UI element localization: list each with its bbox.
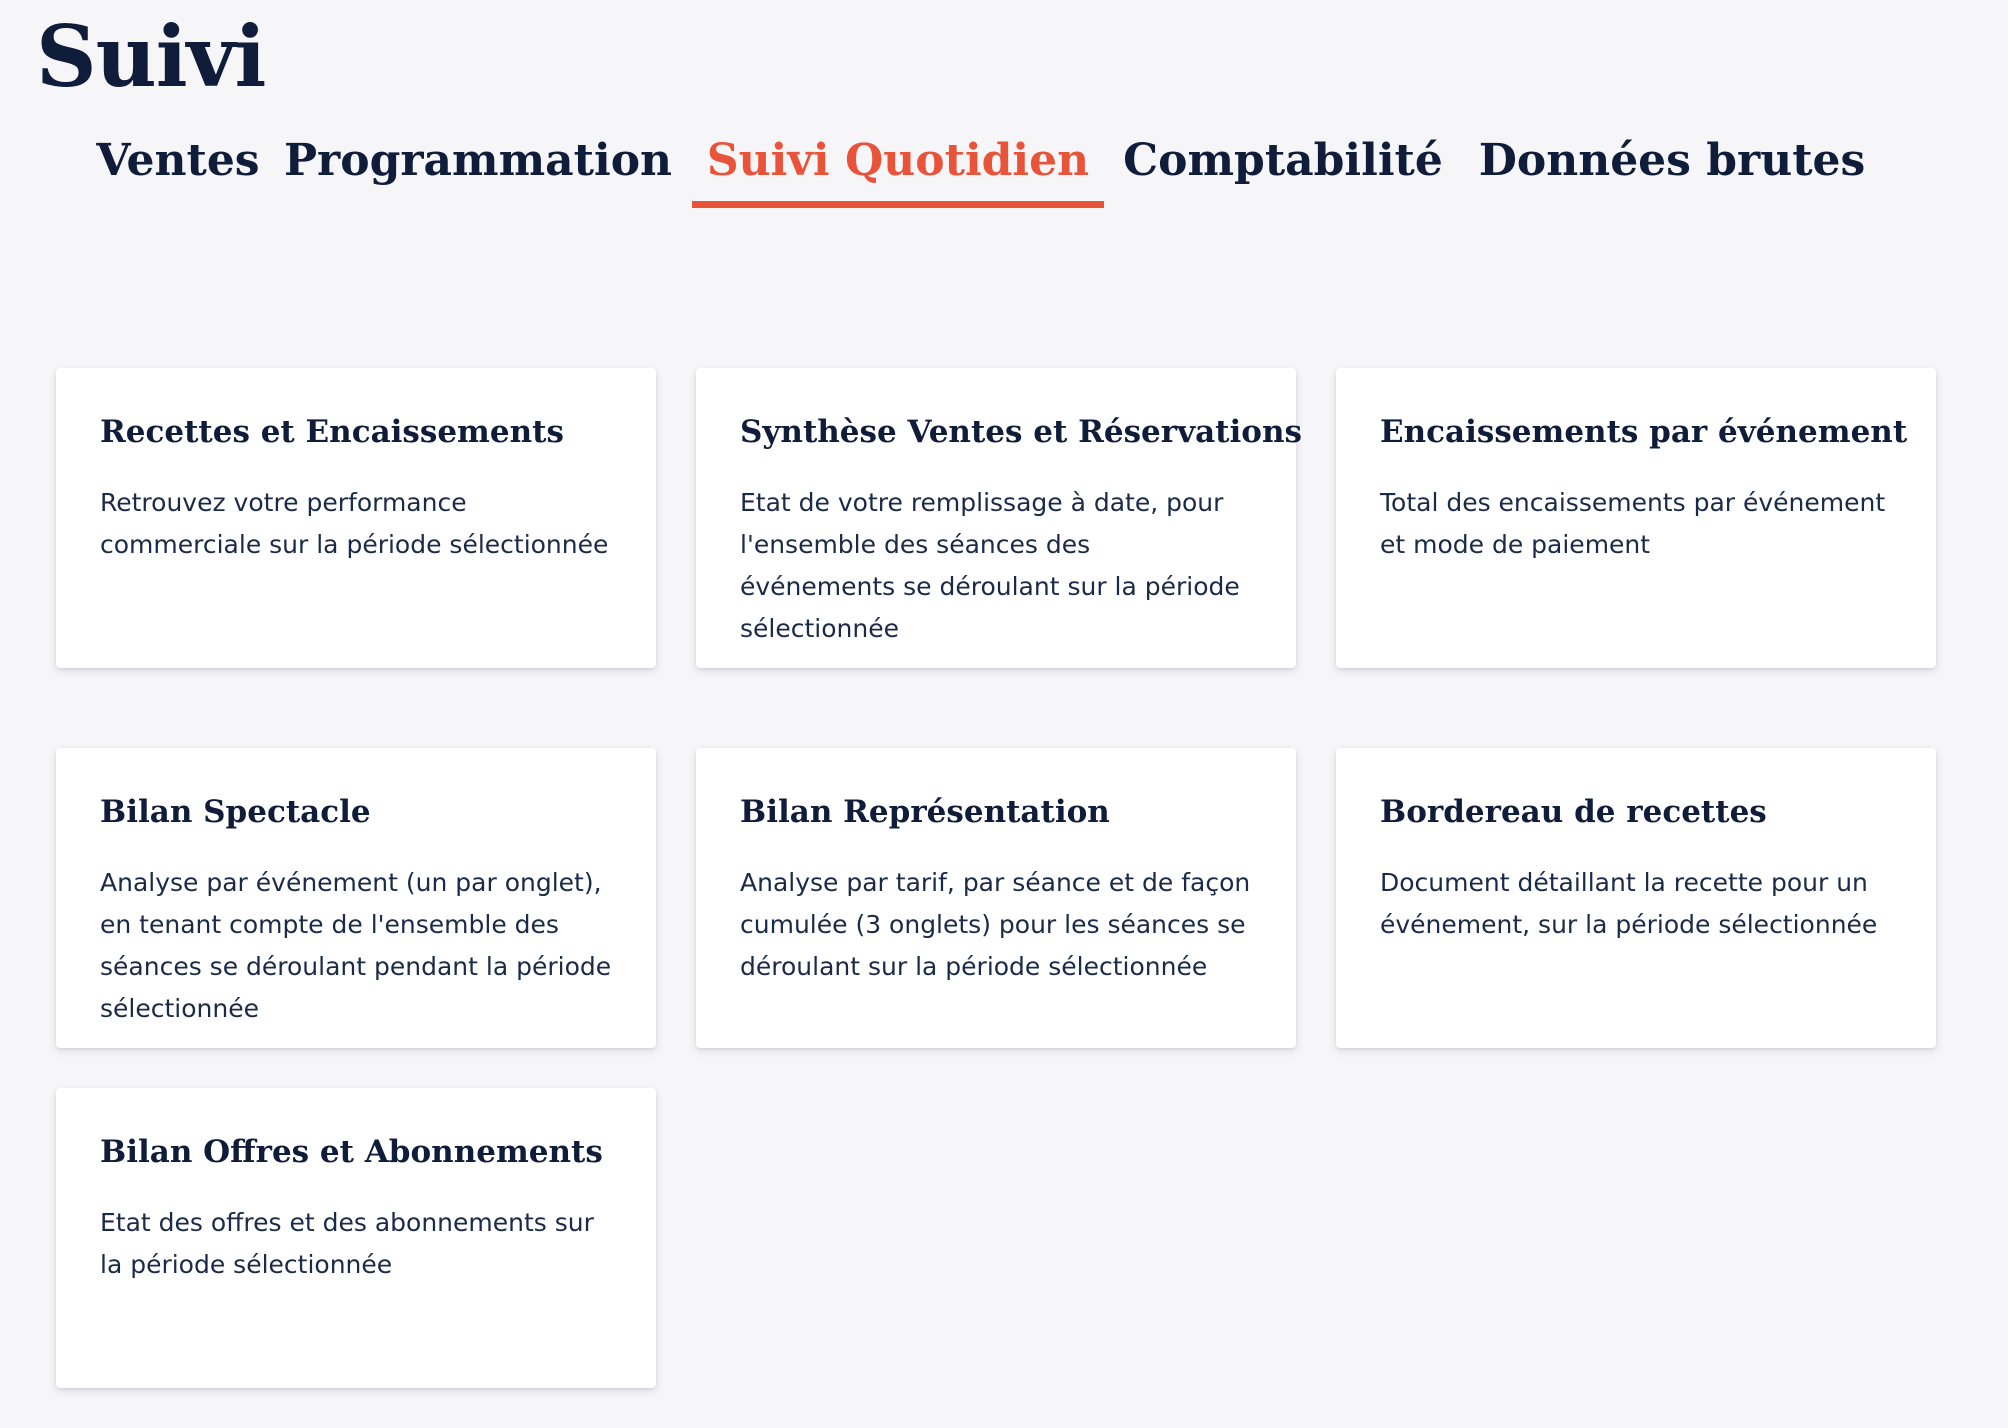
card-recettes-encaissements[interactable] <box>56 368 656 668</box>
active-tab-indicator <box>692 201 1104 208</box>
card-description: Retrouvez votre performance commerciale sur la période sélectionnée <box>100 488 609 559</box>
tab-suivi-quotidien[interactable] <box>692 110 1104 210</box>
card-title: Bilan Spectacle <box>100 794 371 830</box>
tab-label: Suivi Quotidien <box>706 134 1090 186</box>
tab-label: Programmation <box>283 134 673 186</box>
card-title: Bilan Offres et Abonnements <box>100 1134 603 1170</box>
tab-donnees-brutes[interactable] <box>1478 110 1866 210</box>
card-synthese-ventes-reservations[interactable] <box>696 368 1302 668</box>
tab-label: Données brutes <box>1478 134 1866 186</box>
card-description: Analyse par événement (un par onglet), en tenant compte de l'ensemble des séances se déroulant pendant la période sélectionnée <box>100 868 612 1023</box>
tab-label: Comptabilité <box>1123 134 1443 186</box>
card-encaissements-par-evenement[interactable] <box>1336 368 1936 668</box>
card-bilan-spectacle[interactable] <box>56 748 656 1048</box>
card-title: Encaissements par événement <box>1380 414 1908 450</box>
card-description: Document détaillant la recette pour un événement, sur la période sélectionnée <box>1380 868 1878 939</box>
card-description: Total des encaissements par événement et mode de paiement <box>1380 488 1886 559</box>
tab-ventes[interactable] <box>58 110 298 210</box>
card-description: Analyse par tarif, par séance et de façon cumulée (3 onglets) pour les séances se déroulant sur la période sélectionnée <box>740 868 1251 981</box>
tab-programmation[interactable] <box>283 110 673 210</box>
card-description: Etat des offres et des abonnements sur la période sélectionnée <box>100 1208 594 1279</box>
tab-comptabilite[interactable] <box>1123 110 1443 210</box>
page-title: Suivi <box>36 7 266 106</box>
card-title: Synthèse Ventes et Réservations <box>740 414 1302 450</box>
card-bilan-representation[interactable] <box>696 748 1296 1048</box>
tab-bar <box>0 110 2008 210</box>
card-title: Recettes et Encaissements <box>100 414 564 450</box>
card-title: Bordereau de recettes <box>1380 794 1767 830</box>
card-bordereau-recettes[interactable] <box>1336 748 1936 1048</box>
tab-label: Ventes <box>96 134 260 186</box>
card-title: Bilan Représentation <box>740 794 1110 830</box>
card-bilan-offres-abonnements[interactable] <box>56 1088 656 1388</box>
card-description: Etat de votre remplissage à date, pour l'ensemble des séances des événements se déroulant sur la période sélectionnée <box>740 488 1240 643</box>
